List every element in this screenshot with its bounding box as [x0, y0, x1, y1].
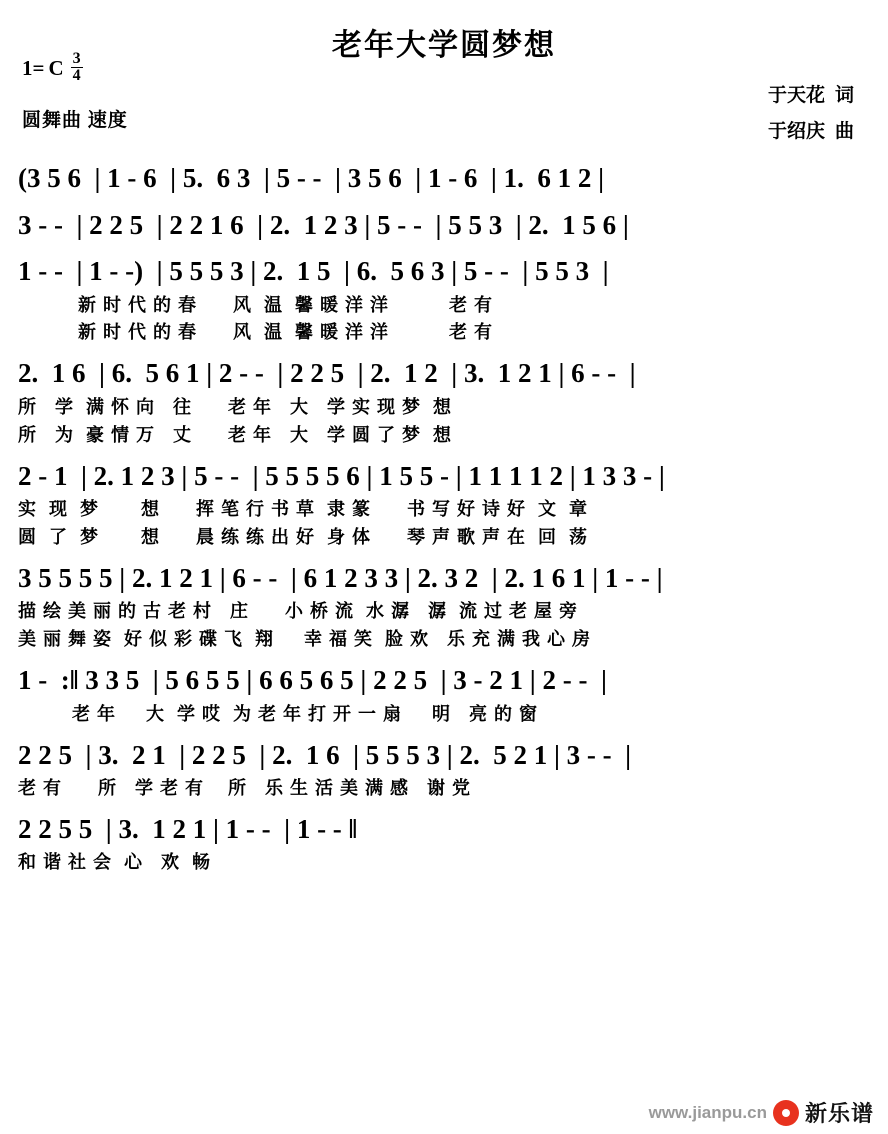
lyric-row-verse2: 美 丽 舞 姿 好 似 彩 碟 飞 翔 幸 福 笑 脸 欢 乐 充 满 我 心 房 — [18, 629, 592, 650]
lyric-row-verse2: 圆 了 梦 想 晨 练 练 出 好 身 体 琴 声 歌 声 在 回 荡 — [18, 526, 589, 547]
music-system — [0, 660, 888, 728]
tempo-marking: 圆舞曲 速度 — [22, 110, 128, 131]
notation-row: 2 2 5 | 3. 2 1 | 2 2 5 | 2. 1 6 | 5 5 5 3 | 2. 5 2 1 | 3 - - | — [18, 739, 632, 770]
lyric-row-chorus: 老 年 大 学 哎 为 老 年 打 开 一 扇 明 亮 的 窗 — [18, 703, 539, 724]
lyric-row-verse1: 新 时 代 的 春 风 温 馨 暖 洋 洋 老 有 — [18, 294, 494, 315]
music-system — [0, 158, 888, 199]
notation-row: 3 5 5 5 5 | 2. 1 2 1 | 6 - - | 6 1 2 3 3 | 2. 3 2 | 2. 1 6 1 | 1 - - | — [18, 562, 663, 593]
lyric-row-verse1: 所 学 满 怀 向 往 老 年 大 学 实 现 梦 想 — [18, 396, 453, 417]
lyricist-line — [768, 78, 854, 114]
music-system — [0, 809, 888, 877]
notation-row: 2. 1 6 | 6. 5 6 1 | 2 - - | 2 2 5 | 2. 1 2 | 3. 1 2 1 | 6 - - | — [18, 358, 636, 389]
watermark-url: www.jianpu.cn — [648, 1102, 767, 1122]
record-disc-icon — [773, 1100, 799, 1126]
composer-name: 于绍庆 — [767, 121, 825, 143]
music-system — [0, 558, 888, 654]
lyric-row-verse2: 所 为 豪 情 万 丈 老 年 大 学 圆 了 梦 想 — [18, 424, 453, 445]
music-system — [0, 456, 888, 552]
lyric-row-chorus: 老 有 所 学 老 有 所 乐 生 活 美 满 感 谢 党 — [18, 778, 472, 799]
watermark-brand: 新乐谱 — [804, 1101, 874, 1126]
watermark — [649, 1097, 874, 1128]
music-system — [0, 353, 888, 449]
lyricist-name: 于天花 — [767, 85, 825, 106]
score-header-left — [22, 52, 128, 132]
time-signature-denominator: 4 — [72, 67, 81, 84]
lyric-row-verse1: 描 绘 美 丽 的 古 老 村 庄 小 桥 流 水 潺 潺 流 过 老 屋 旁 — [18, 601, 579, 622]
lyric-row-verse2: 新 时 代 的 春 风 温 馨 暖 洋 洋 老 有 — [18, 322, 494, 343]
music-system — [0, 251, 888, 347]
notation-row: 2 2 5 5 | 3. 1 2 1 | 1 - - | 1 - - ‖ — [18, 813, 358, 844]
time-signature-numerator: 3 — [72, 50, 81, 67]
key-label: 1= — [22, 56, 45, 80]
lyric-row-verse1: 实 现 梦 想 挥 笔 行 书 草 隶 篆 书 写 好 诗 好 文 章 — [18, 499, 589, 520]
notation-row: 1 - :‖ 3 3 5 | 5 6 5 5 | 6 6 5 6 5 | 2 2 5 | 3 - 2 1 | 2 - - | — [18, 665, 607, 696]
notation-row: 3 - - | 2 2 5 | 2 2 1 6 | 2. 1 2 3 | 5 - - | 5 5 3 | 2. 1 5 6 | — [18, 209, 629, 240]
notation-row: (3 5 6 | 1 - 6 | 5. 6 3 | 5 - - | 3 5 6 | 1 - 6 | 1. 6 1 2 | — [18, 163, 605, 193]
notation-row: 1 - - | 1 - -) | 5 5 5 3 | 2. 1 5 | 6. 5 6 3 | 5 - - | 5 5 3 | — [18, 256, 609, 286]
page-title: 老年大学圆梦想 — [332, 29, 556, 62]
time-signature — [71, 51, 83, 84]
music-system — [0, 205, 888, 246]
music-system — [0, 735, 888, 803]
composer-role: 曲 — [834, 121, 854, 143]
key-value: C — [48, 56, 64, 80]
composer-line — [768, 114, 854, 150]
music-systems — [0, 158, 888, 883]
score-credits — [768, 78, 854, 150]
notation-row: 2 - 1 | 2. 1 2 3 | 5 - - | 5 5 5 5 6 | 1 5 5 - | 1 1 1 1 2 | 1 3 3 - | — [18, 460, 665, 491]
lyricist-role: 词 — [834, 85, 854, 106]
lyric-row-chorus: 和 谐 社 会 心 欢 畅 — [18, 852, 212, 873]
key-signature — [22, 52, 128, 85]
